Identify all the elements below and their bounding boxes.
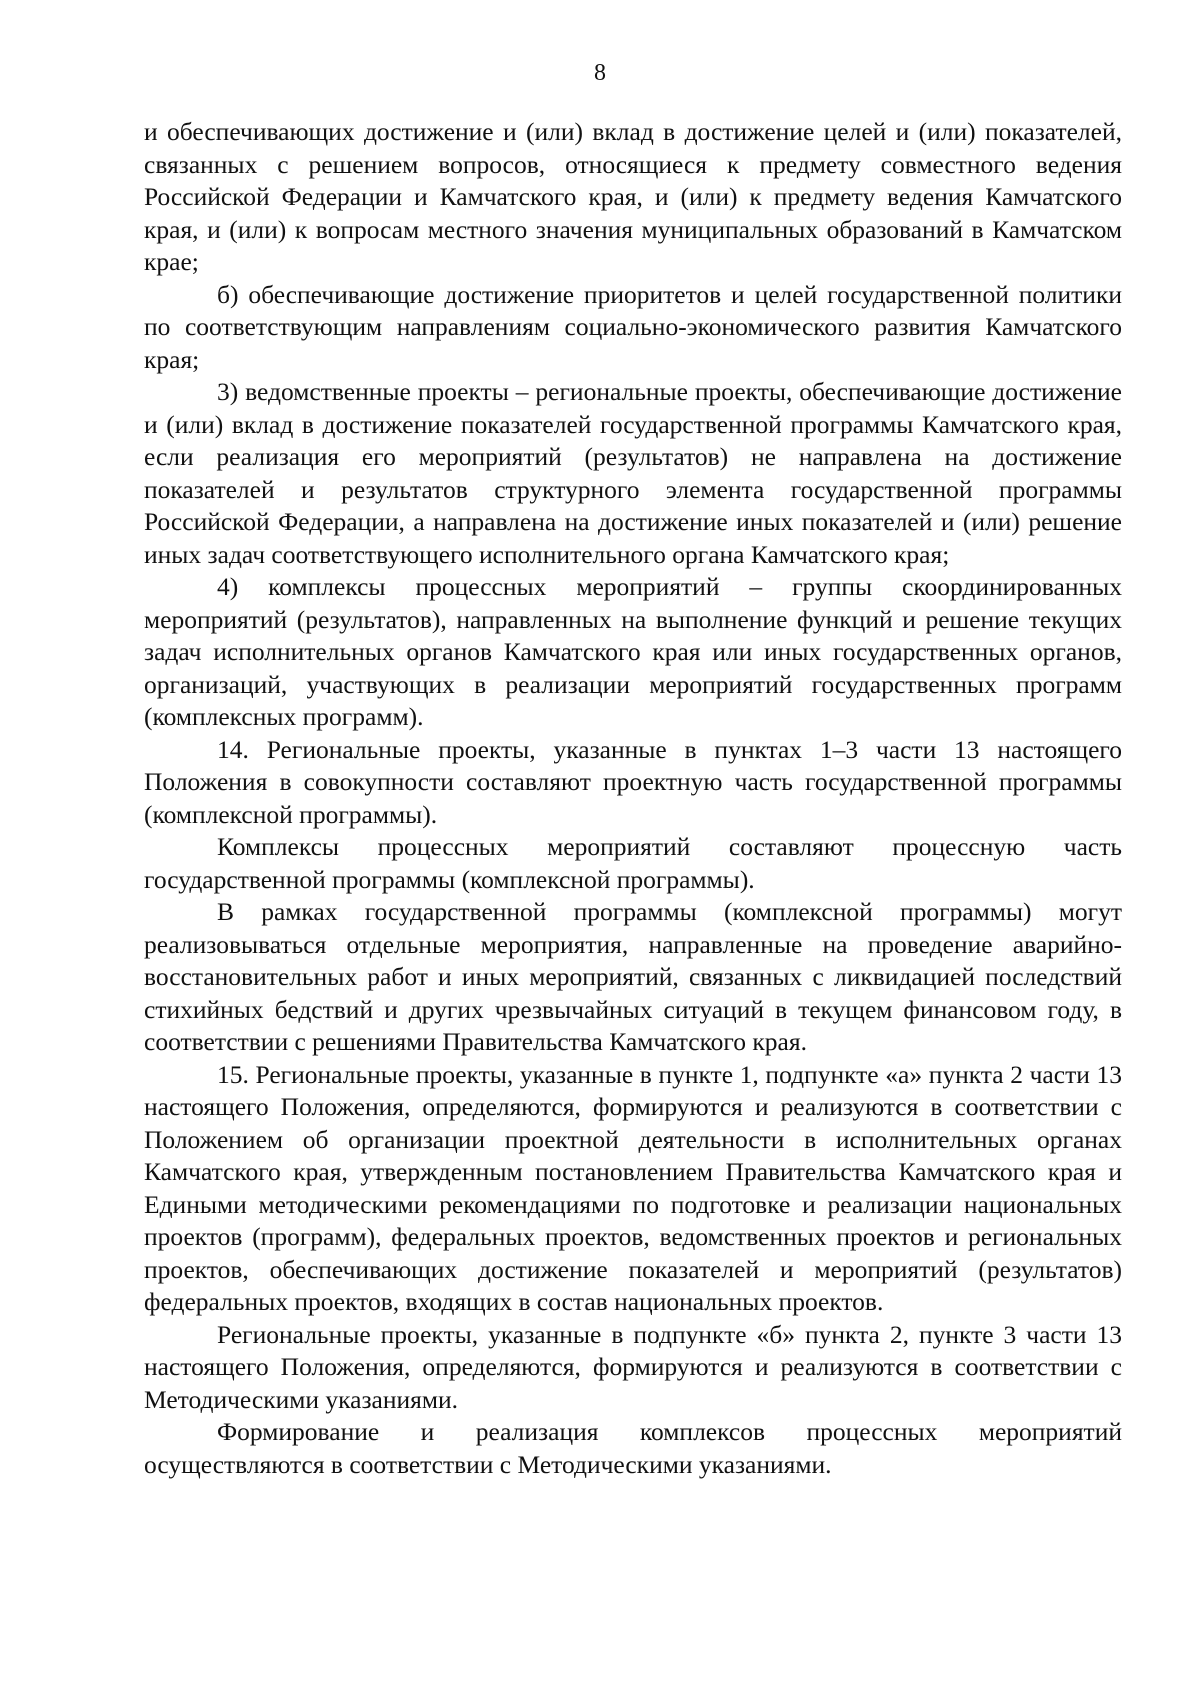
paragraph-continuation: и обеспечивающих достижение и (или) вклад в достижение целей и (или) показателей, связанных с решением вопросов, относящиеся к предмету совместного ведения Российской Федерации и Камчатского края, и (или) к предмету ведения Камчатского края, и (или) к вопросам местного значения муниципальных образований в Камчатском крае; (144, 117, 1122, 276)
paragraph-section-14: 14. Региональные проекты, указанные в пунктах 1–3 части 13 настоящего Положения в совокупности составляют проектную часть государственной программы (комплексной программы). (144, 734, 1122, 829)
paragraph-item-b: б) обеспечивающие достижение приоритетов и целей государственной политики по соответствующим направлениям социально-экономического развития Камчатского края; (144, 279, 1122, 374)
document-body (144, 116, 1122, 1481)
paragraph-section-15: 15. Региональные проекты, указанные в пункте 1, подпункте «а» пункта 2 части 13 настоящего Положения, определяются, формируются и реализуются в соответствии с Положением об организации проектной деятельности в исполнительных органах Камчатского края, утвержденным постановлением Правительства Камчатского края и Едиными методическими рекомендациями по подготовке и реализации национальных проектов (программ), федеральных проектов, ведомственных проектов и региональных проектов, обеспечивающих достижение показателей и мероприятий (результатов) федеральных проектов, входящих в состав национальных проектов. (144, 1059, 1122, 1316)
paragraph-formation: Формирование и реализация комплексов процессных мероприятий осуществляются в соответствии с Методическими указаниями. (144, 1417, 1122, 1479)
paragraph-item-4: 4) комплексы процессных мероприятий – группы скоординированных мероприятий (результатов), направленных на выполнение функций и решение текущих задач исполнительных органов Камчатского края или иных государственных органов, организаций, участвующих в реализации мероприятий государственных программ (комплексных программ). (144, 572, 1122, 731)
page-number: 8 (594, 60, 606, 86)
paragraph-process-part: Комплексы процессных мероприятий составляют процессную часть государственной программы (комплексной программы). (144, 832, 1122, 894)
paragraph-item-3: 3) ведомственные проекты – региональные проекты, обеспечивающие достижение и (или) вклад в достижение показателей государственной программы Камчатского края, если реализация его мероприятий (результатов) не направлена на достижение показателей и результатов структурного элемента государственной программы Российской Федерации, а направлена на достижение иных показателей и (или) решение иных задач соответствующего исполнительного органа Камчатского края; (144, 377, 1122, 569)
paragraph-emergency-measures: В рамках государственной программы (комплексной программы) могут реализовываться отдельные мероприятия, направленные на проведение аварийно-восстановительных работ и иных мероприятий, связанных с ликвидацией последствий стихийных бедствий и других чрезвычайных ситуаций в текущем финансовом году, в соответствии с решениями Правительства Камчатского края. (144, 897, 1122, 1056)
paragraph-regional-projects-b: Региональные проекты, указанные в подпункте «б» пункта 2, пункте 3 части 13 настоящего Положения, определяются, формируются и реализуются в соответствии с Методическими указаниями. (144, 1319, 1122, 1414)
